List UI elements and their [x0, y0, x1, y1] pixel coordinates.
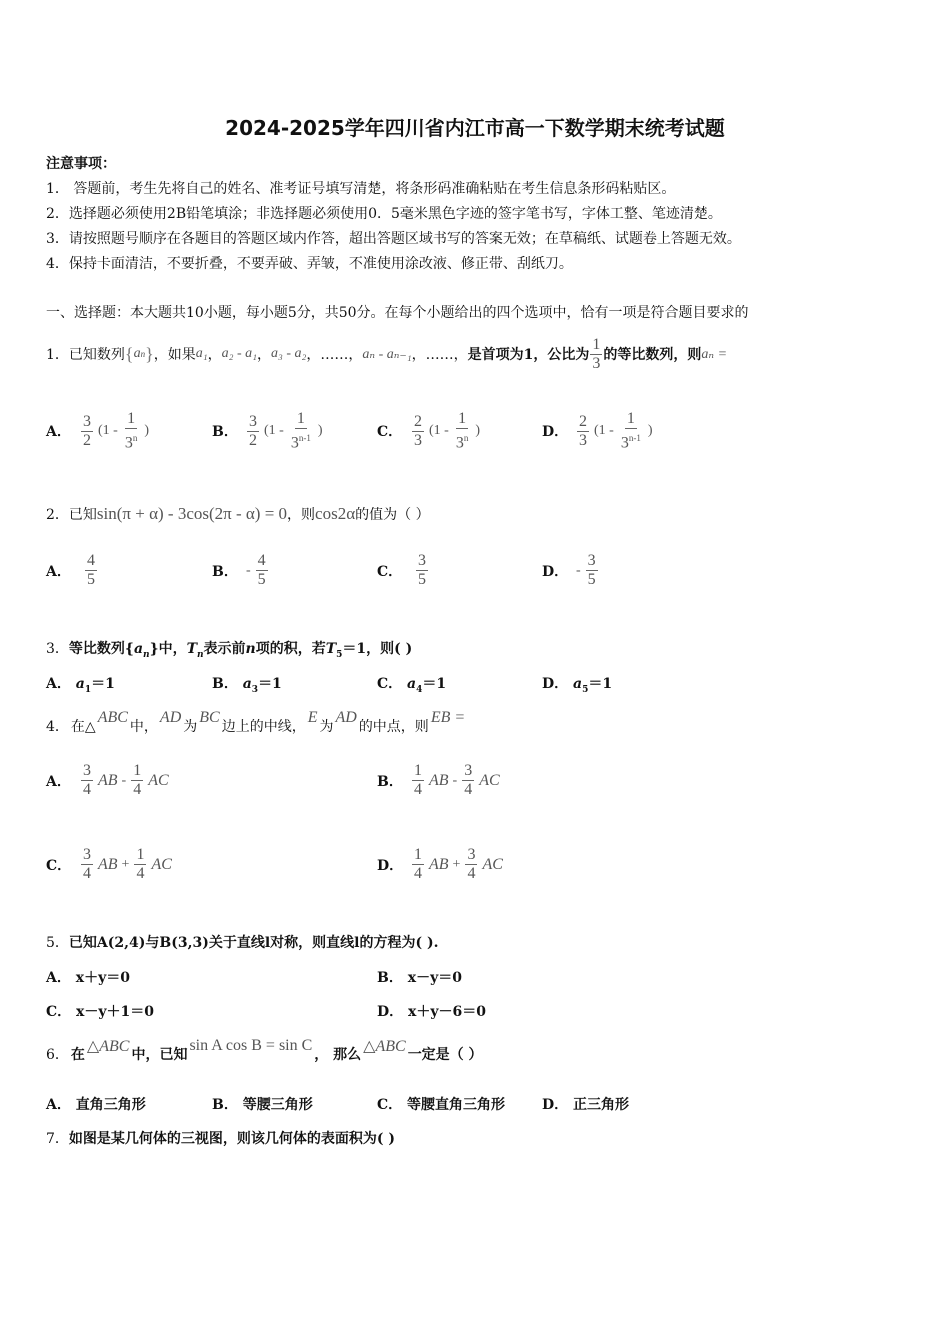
q1-seq-sub: n [140, 349, 146, 359]
q2-formula: sin(π + α) - 3cos(2π - α) = 0 [96, 504, 288, 523]
q2-text-2: ，则 [287, 507, 316, 523]
q6-option-a[interactable]: A． 直角三角形 [46, 1097, 146, 1113]
section-heading: 一、选择题：本大题共10小题，每小题5分，共50分。在每个小题给出的四个选项中，恰有一项是符合题目要求的 [46, 305, 749, 321]
page-title: 2024-2025学年四川省内江市高一下数学期末统考试题 [225, 116, 725, 140]
q4-option-d[interactable]: D． $\frac{1}{4}$ AB + $\frac{3}{4}$ AC [377, 846, 503, 882]
q6-option-b[interactable]: B． 等腰三角形 [212, 1097, 313, 1113]
q1-option-a[interactable]: A． $\frac{3}{2}$ (1 - $\frac{1}{3^n}$ ) [46, 410, 149, 452]
q2-option-d[interactable]: D． - $\frac{3}{5}$ [542, 552, 596, 588]
q1-tail: aₙ = [701, 346, 728, 362]
q5-option-a[interactable]: A． x＋y＝0 [46, 970, 130, 986]
q2-formula-2: cos2α [315, 504, 356, 523]
q6-option-d[interactable]: D． 正三角形 [542, 1097, 630, 1113]
question-7: 7．如图是某几何体的三视图，则该几何体的表面积为( ) [46, 1131, 396, 1147]
q5-option-d[interactable]: D． x＋y－6＝0 [377, 1004, 486, 1020]
q1-term: a₁ [195, 346, 208, 361]
q3-option-c[interactable]: C． $a_4=1$ [377, 676, 447, 695]
q2-option-c[interactable]: C． $\frac{3}{5}$ [377, 552, 426, 588]
q1-text-2: ，如果 [153, 347, 196, 363]
q2-option-b[interactable]: B． - $\frac{4}{5}$ [212, 552, 266, 588]
q1-option-d[interactable]: D． $\frac{2}{3}$ (1 - $\frac{1}{3^{n-1}}$ ) [542, 410, 653, 452]
q1-seq: a [133, 346, 141, 361]
notice-item-1: 1． 答题前，考生先将自己的姓名、准考证号填写清楚，将条形码准确粘贴在考生信息条形码粘贴区。 [46, 181, 676, 197]
q5-option-c[interactable]: C． x－y＋1＝0 [46, 1004, 154, 1020]
q3-option-d[interactable]: D． $a_5=1$ [542, 676, 613, 695]
q1-term: ， [207, 347, 222, 363]
question-5: 5．已知A(2,4)与B(3,3)关于直线l对称，则直线l的方程为( ). [46, 935, 439, 951]
q2-text-1: 已知 [68, 507, 97, 523]
q2-option-a[interactable]: A． $\frac{4}{5}$ [46, 552, 95, 588]
q1-option-c[interactable]: C． $\frac{2}{3}$ (1 - $\frac{1}{3^n}$ ) [377, 410, 480, 452]
q4-option-a[interactable]: A． $\frac{3}{4}$ AB - $\frac{1}{4}$ AC [46, 762, 169, 798]
q1-term: ，……， [411, 347, 468, 363]
q4-option-c[interactable]: C． $\frac{3}{4}$ AB + $\frac{1}{4}$ AC [46, 846, 172, 882]
q3-option-a[interactable]: A． $a_1=1$ [46, 676, 115, 695]
notice-item-2: 2．选择题必须使用2B铅笔填涂；非选择题必须使用0．5毫米黑色字迹的签字笔书写，字体工整、笔迹清楚。 [46, 206, 722, 222]
notice-item-3: 3．请按照题号顺序在各题目的答题区域内作答，超出答题区域书写的答案无效；在草稿纸、试题卷上答题无效。 [46, 231, 741, 247]
q1-text-1: 已知数列 [68, 347, 125, 363]
question-6: 6． 在 △ABC 中，已知 sin A cos B = sin C ， 那么 △ABC 一定是（ ） [46, 1037, 483, 1063]
question-4: 4． 在△ ABC 中， AD 为 BC 边上的中线， E 为 AD 的中点，则 EB = [46, 709, 466, 735]
q1-text-3: 是首项为1，公比为 [467, 347, 590, 363]
question-number: 2． [46, 507, 69, 523]
q3-option-b[interactable]: B． $a_3=1$ [212, 676, 282, 695]
q2-text-3: 的值为（ ） [355, 507, 430, 523]
notice-heading: 注意事项： [46, 156, 116, 172]
q1-ratio: $\frac{1}{3}$ [592, 335, 601, 372]
notice-item-4: 4．保持卡面清洁，不要折叠，不要弄破、弄皱，不准使用涂改液、修正带、刮纸刀。 [46, 256, 573, 272]
q5-option-b[interactable]: B． x－y＝0 [377, 970, 462, 986]
question-number: 1． [46, 347, 69, 363]
q1-term: a₃ - a₂ [270, 346, 307, 361]
q1-term: aₙ - aₙ₋₁ [362, 346, 412, 362]
q1-option-b[interactable]: B． $\frac{3}{2}$ (1 - $\frac{1}{3^{n-1}}$ ) [212, 410, 323, 452]
q1-term: a₂ - a₁ [221, 346, 257, 361]
q1-term: ， [256, 347, 271, 363]
q4-option-b[interactable]: B． $\frac{1}{4}$ AB - $\frac{3}{4}$ AC [377, 762, 500, 798]
question-3: 3．等比数列$\{a_n\}$中，$T_n$表示前n项的积，若$T_5=1$，则( ) [46, 641, 413, 660]
question-1: 1． 已知数列 { a n } ，如果 a₁ ， a₂ - a₁ ， a₃ - a₂ ，……， aₙ - aₙ₋₁ ，……， 是首项为1，公比为 $\frac{1}{3}$ 的等比数列，则 aₙ = [46, 335, 728, 372]
q1-text-4: 的等比数列，则 [603, 347, 702, 363]
q6-option-c[interactable]: C． 等腰直角三角形 [377, 1097, 506, 1113]
q1-term: ，……， [306, 347, 363, 363]
question-2 [46, 496, 430, 532]
